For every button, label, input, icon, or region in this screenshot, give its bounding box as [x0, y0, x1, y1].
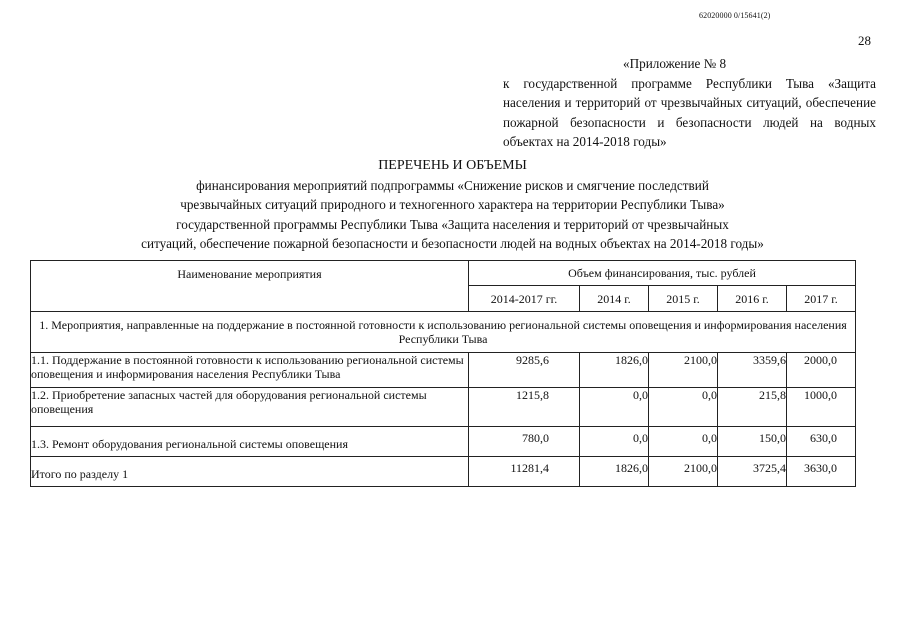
header-year: 2014-2017 гг.: [469, 286, 580, 312]
table-row: [31, 457, 856, 487]
row-value: 0,0: [649, 388, 718, 427]
header-year: 2017 г.: [787, 286, 856, 312]
row-value: 2100,0: [649, 457, 718, 487]
heading-title: ПЕРЕЧЕНЬ И ОБЪЕМЫ: [378, 158, 527, 173]
table-header-row: [31, 261, 856, 286]
row-value: 150,0: [718, 427, 787, 457]
header-year: 2016 г.: [718, 286, 787, 312]
heading-line: государственной программы Республики Тыва «Защита населения и территорий от чрезвычайных: [176, 216, 729, 232]
header-year: 2015 г.: [649, 286, 718, 312]
row-value: 9285,6: [469, 353, 580, 388]
row-name: Итого по разделу 1: [31, 457, 469, 487]
row-name: 1.3. Ремонт оборудования региональной системы оповещения: [31, 427, 469, 457]
header-volume: Объем финансирования, тыс. рублей: [469, 261, 856, 286]
row-value: 3725,4: [718, 457, 787, 487]
row-value: 780,0: [469, 427, 580, 457]
row-value: 1826,0: [580, 353, 649, 388]
section-title: 1. Мероприятия, направленные на поддержание в постоянной готовности к использованию региональной системы оповещения и информирования населения Республики Тыва: [31, 312, 856, 353]
heading-line: чрезвычайных ситуаций природного и техногенного характера на территории Республики Тыва»: [180, 197, 725, 212]
document-heading: [0, 156, 905, 254]
row-value: 3630,0: [787, 457, 856, 487]
row-value: 3359,6: [718, 353, 787, 388]
row-name: 1.1. Поддержание в постоянной готовности к использованию региональной системы оповещения и информирования населения Республики Тыва: [31, 353, 469, 388]
section-row: [31, 312, 856, 353]
table-row: [31, 353, 856, 388]
header-name: Наименование мероприятия: [31, 261, 469, 312]
row-value: 1826,0: [580, 457, 649, 487]
document-code: 62020000 0/15641(2): [699, 11, 771, 20]
page-number: 28: [858, 33, 871, 48]
row-value: 0,0: [580, 427, 649, 457]
row-value: 0,0: [580, 388, 649, 427]
row-value: 215,8: [718, 388, 787, 427]
appendix-body: к государственной программе Республики Тыва «Защита населения и территорий от чрезвычайных ситуаций, обеспечение пожарной безопасности и безопасности людей на водных объектах на 2014-2018 годы»: [503, 75, 876, 149]
row-value: 1000,0: [787, 388, 856, 427]
row-value: 2100,0: [649, 353, 718, 388]
row-value: 11281,4: [469, 457, 580, 487]
financing-table: [30, 260, 856, 487]
appendix-title: «Приложение № 8: [623, 56, 727, 71]
appendix-note: [503, 54, 876, 152]
table-row: [31, 388, 856, 427]
row-value: 0,0: [649, 427, 718, 457]
table-row: [31, 427, 856, 457]
heading-line: финансирования мероприятий подпрограммы «Снижение рисков и смягчение последствий: [196, 177, 709, 193]
heading-line: ситуаций, обеспечение пожарной безопасности и безопасности людей на водных объектах на 2014-2018 годы»: [141, 236, 764, 251]
row-value: 1215,8: [469, 388, 580, 427]
row-value: 630,0: [787, 427, 856, 457]
row-value: 2000,0: [787, 353, 856, 388]
row-name: 1.2. Приобретение запасных частей для оборудования региональной системы оповещения: [31, 388, 469, 427]
header-year: 2014 г.: [580, 286, 649, 312]
